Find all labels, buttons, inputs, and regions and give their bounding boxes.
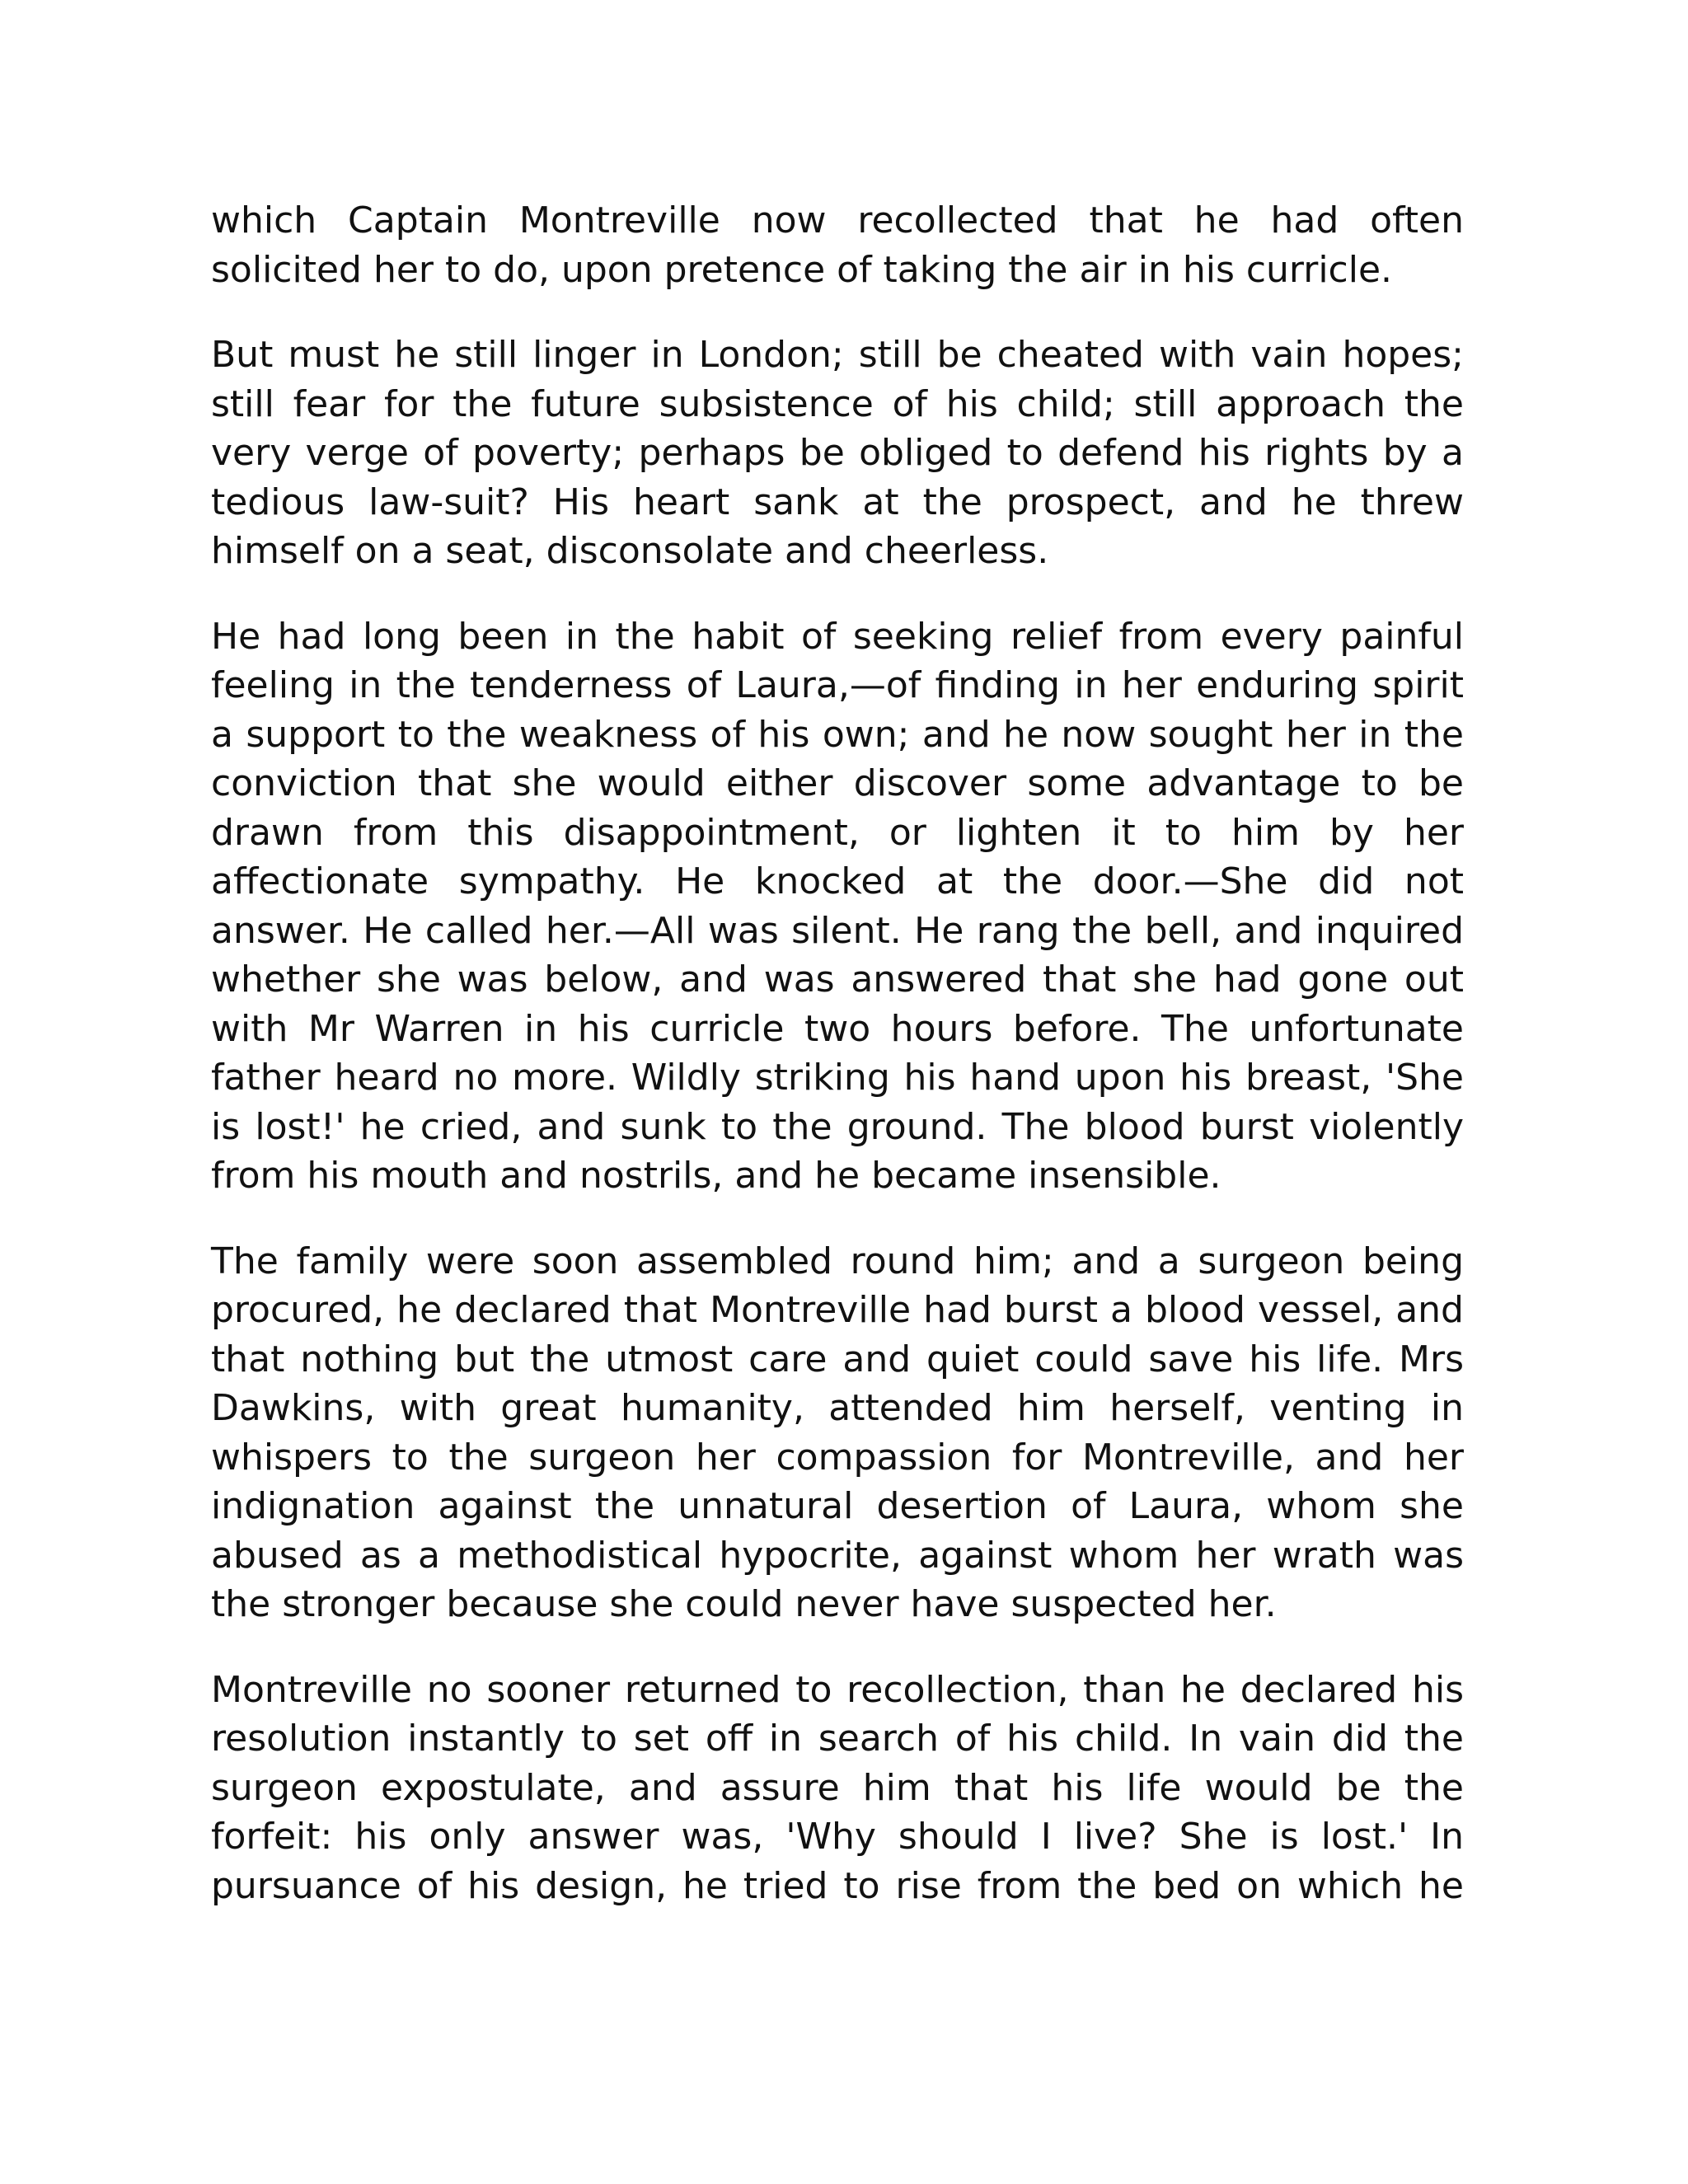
paragraph-continued: which Captain Montreville now recollected that he had often solicited her to do, upon pretence of taking the air in his curricle. xyxy=(211,199,1464,291)
paragraph-linger-in-london: But must he still linger in London; still be cheated with vain hopes; still fear for the future subsistence of his child; still approach the very verge of poverty; perhaps be obliged to defend his rights by a tedious law-suit? His heart sank at the prospect, and he threw himself on a seat, disconsolate and cheerless. xyxy=(211,334,1464,572)
paragraph-montreville-resolves: Montreville no sooner returned to recollection, than he declared his resolution instantly to set off in search of his child. In vain did the surgeon expostulate, and assure him that his life would be the forfeit: his only answer was, 'Why should I live? She is lost.' In pursuance of his design, he tried to rise from the bed on which he xyxy=(211,1668,1464,1907)
paragraph-surgeon-called: The family were soon assembled round him; and a surgeon being procured, he declared that Montreville had burst a blood vessel, and that nothing but the utmost care and quiet could save his life. Mrs Dawkins, with great humanity, attended him herself, venting in whispers to the surgeon her compassion for Montreville, and her indignation against the unnatural desertion of Laura, whom she abused as a methodistical hypocrite, against whom her wrath was the stronger because she could never have suspected her. xyxy=(211,1240,1464,1625)
paragraph-laura-gone: He had long been in the habit of seeking relief from every painful feeling in the tenderness of Laura,—of finding in her enduring spirit a support to the weakness of his own; and he now sought her in the conviction that she would either discover some advantage to be drawn from this disappointment, or lighten it to him by her affectionate sympathy. He knocked at the door.—She did not answer. He called her.—All was silent. He rang the bell, and inquired whether she was below, and was answered that she had gone out with Mr Warren in his curricle two hours before. The unfortunate father heard no more. Wildly striking his hand upon his breast, 'She is lost!' he cried, and sunk to the ground. The blood burst violently from his mouth and nostrils, and he became insensible. xyxy=(211,615,1464,1197)
page-body-text xyxy=(211,196,1464,1947)
